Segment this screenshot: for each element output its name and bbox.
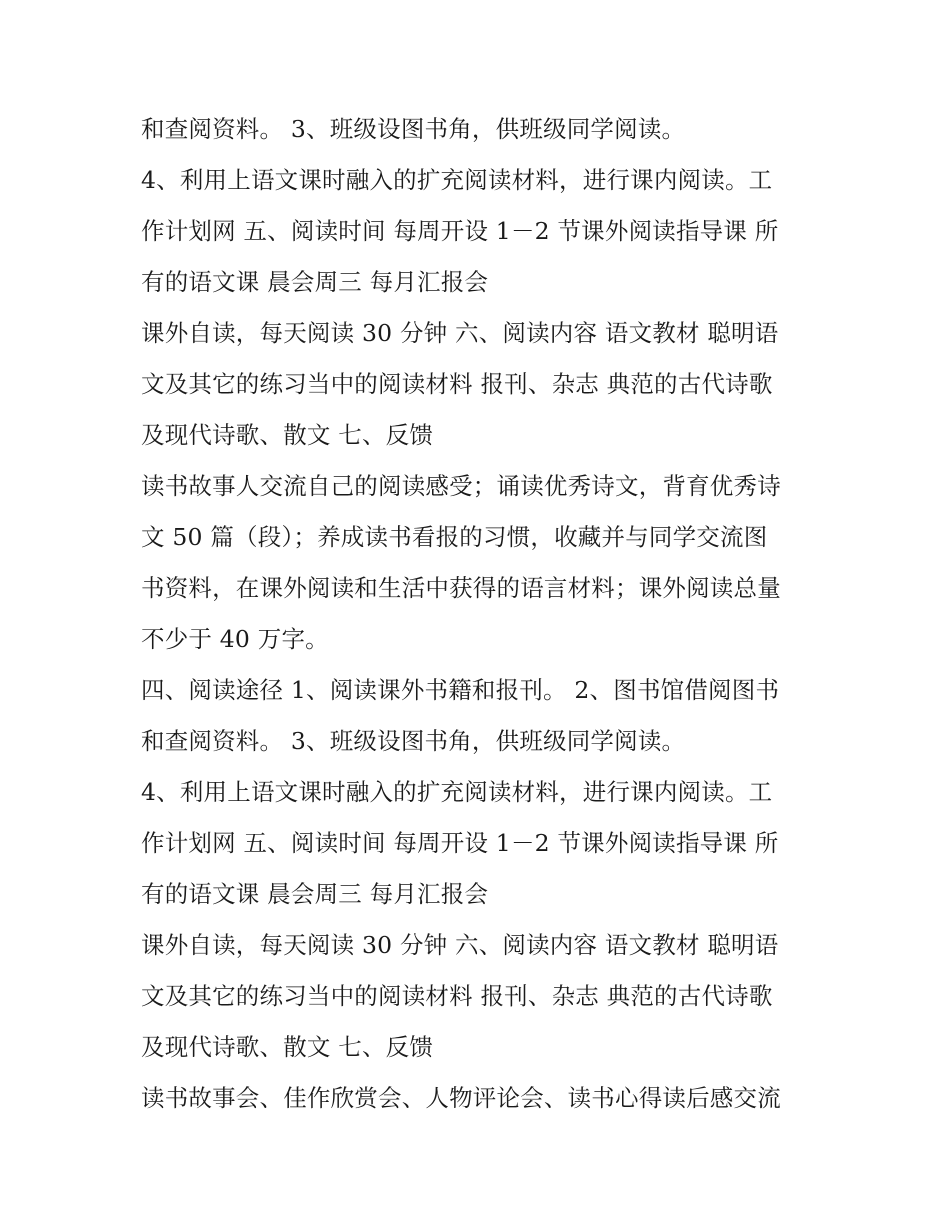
text-line: 作计划网 五、阅读时间 每周开设 1－2 节课外阅读指导课 所 [141,217,779,245]
text-line: 有的语文课 晨会周三 每月汇报会 [141,880,489,908]
text-line: 和查阅资料。 3、班级设图书角，供班级同学阅读。 [141,115,686,143]
text-line: 课外自读，每天阅读 30 分钟 六、阅读内容 语文教材 聪明语 [141,931,779,959]
text-line: 文 50 篇（段）；养成读书看报的习惯，收藏并与同学交流图 [141,523,768,551]
text-line: 读书故事会、佳作欣赏会、人物评论会、读书心得读后感交流 [141,1084,781,1112]
text-line: 课外自读，每天阅读 30 分钟 六、阅读内容 语文教材 聪明语 [141,319,779,347]
document-body [141,107,831,1127]
text-line: 四、阅读途径 1、阅读课外书籍和报刊。 2、图书馆借阅图书 [141,676,780,704]
text-line: 不少于 40 万字。 [141,625,329,653]
text-line: 及现代诗歌、散文 七、反馈 [141,1033,434,1061]
text-line: 4、利用上语文课时融入的扩充阅读材料，进行课内阅读。工 [141,778,773,806]
text-line: 和查阅资料。 3、班级设图书角，供班级同学阅读。 [141,727,686,755]
text-line: 书资料，在课外阅读和生活中获得的语言材料；课外阅读总量 [141,574,781,602]
text-line: 及现代诗歌、散文 七、反馈 [141,421,434,449]
text-line: 文及其它的练习当中的阅读材料 报刊、杂志 典范的古代诗歌 [141,370,773,398]
text-line: 有的语文课 晨会周三 每月汇报会 [141,268,489,296]
text-line: 文及其它的练习当中的阅读材料 报刊、杂志 典范的古代诗歌 [141,982,773,1010]
text-line: 4、利用上语文课时融入的扩充阅读材料，进行课内阅读。工 [141,166,773,194]
text-line: 读书故事人交流自己的阅读感受；诵读优秀诗文，背育优秀诗 [141,472,781,500]
text-line: 作计划网 五、阅读时间 每周开设 1－2 节课外阅读指导课 所 [141,829,779,857]
